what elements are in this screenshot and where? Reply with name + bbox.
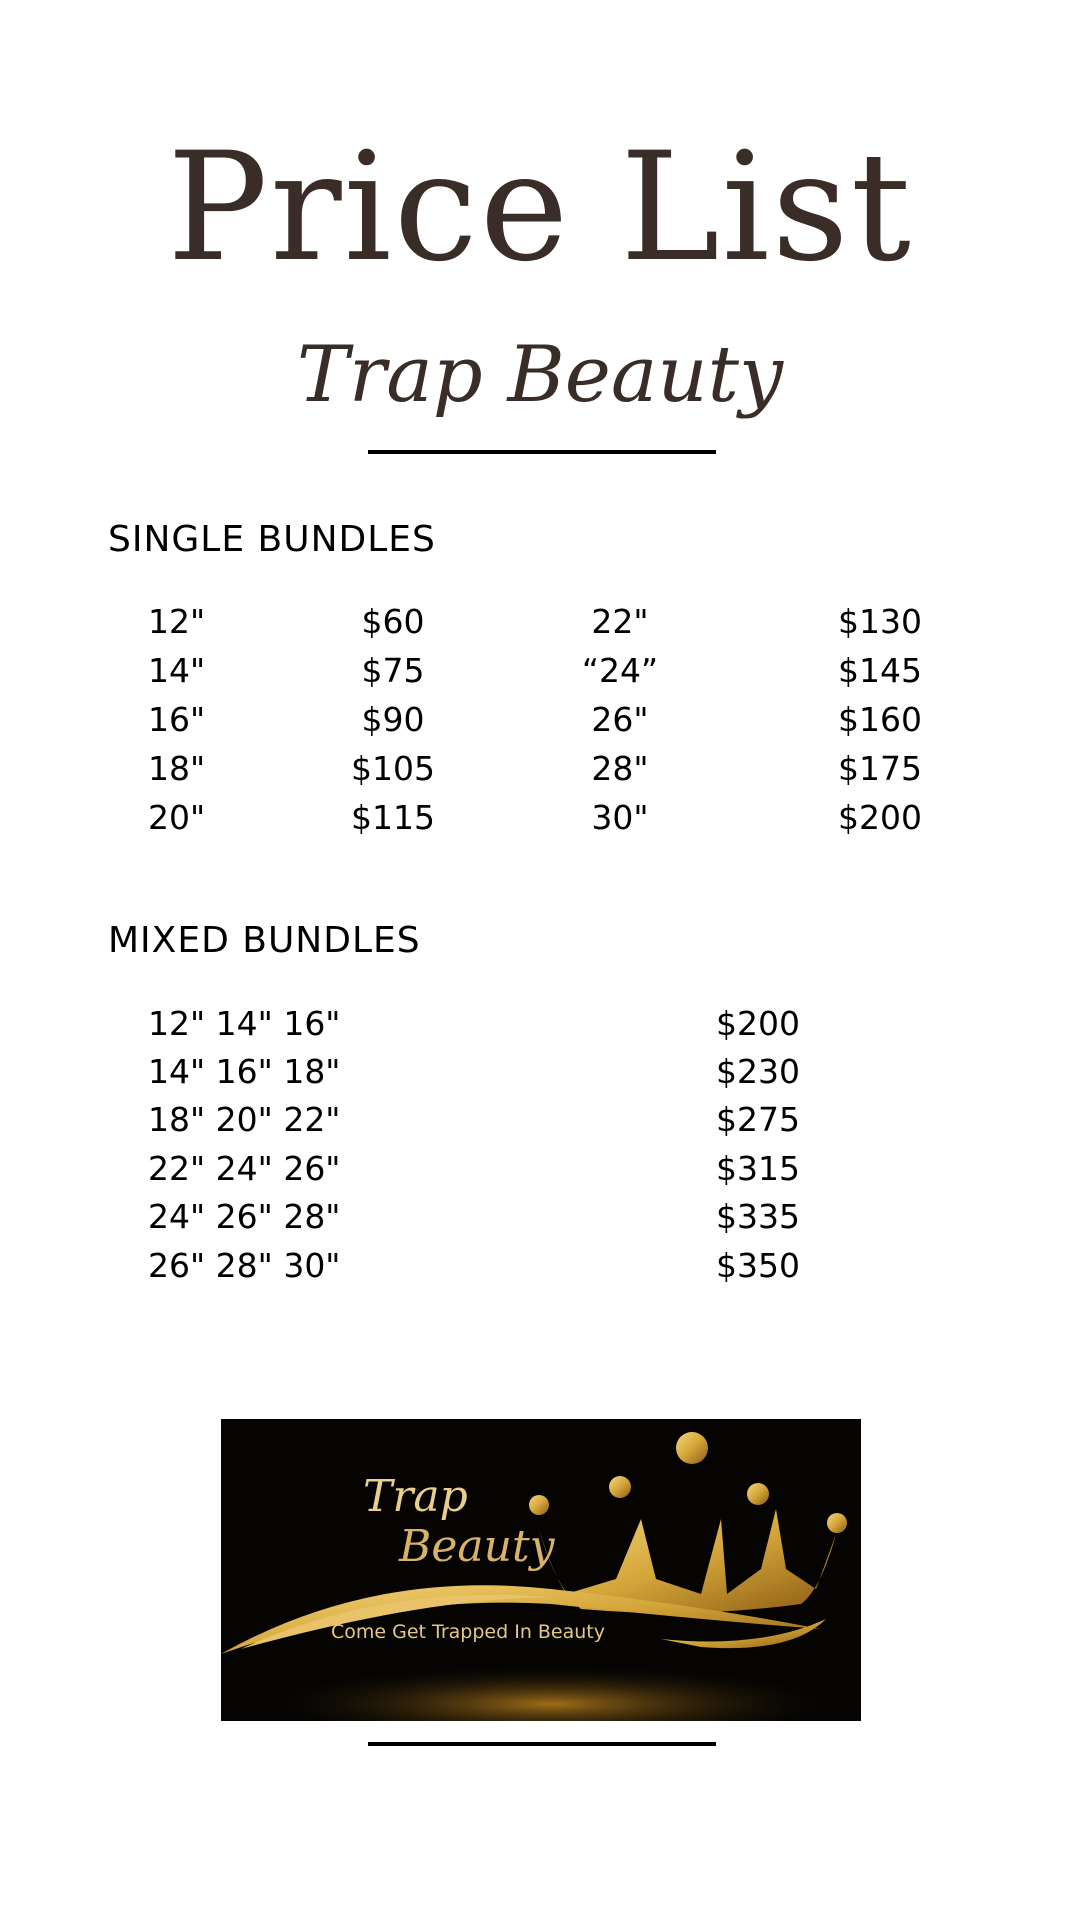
single-size-a: 14": [148, 651, 206, 690]
mixed-sizes: 24" 26" 28": [148, 1197, 341, 1236]
single-price-b: $200: [838, 798, 922, 837]
single-price-b: $175: [838, 749, 922, 788]
crown-logo-graphic: [221, 1419, 861, 1721]
mixed-sizes: 18" 20" 22": [148, 1100, 341, 1139]
single-price-b: $145: [838, 651, 922, 690]
brand-subtitle: Trap Beauty: [296, 330, 784, 420]
single-price-a: $90: [361, 700, 425, 739]
bottom-divider: [368, 1742, 716, 1746]
single-size-a: 20": [148, 798, 206, 837]
single-size-b: 22": [591, 602, 649, 641]
mixed-sizes: 22" 24" 26": [148, 1149, 341, 1188]
logo-tagline: Come Get Trapped In Beauty: [331, 1621, 605, 1643]
single-price-a: $105: [351, 749, 435, 788]
mixed-price: $315: [716, 1149, 800, 1188]
mixed-sizes: 26" 28" 30": [148, 1246, 341, 1285]
logo-brand-word-1: Trap: [363, 1471, 468, 1522]
mixed-price: $200: [716, 1004, 800, 1043]
single-size-b: “24”: [581, 651, 659, 690]
single-price-b: $160: [838, 700, 922, 739]
single-price-a: $75: [361, 651, 425, 690]
single-size-b: 30": [591, 798, 649, 837]
single-size-b: 28": [591, 749, 649, 788]
single-size-b: 26": [591, 700, 649, 739]
logo-brand-word-2: Beauty: [399, 1521, 555, 1572]
mixed-sizes: 12" 14" 16": [148, 1004, 341, 1043]
single-size-a: 18": [148, 749, 206, 788]
single-price-a: $115: [351, 798, 435, 837]
single-size-a: 12": [148, 602, 206, 641]
mixed-price: $350: [716, 1246, 800, 1285]
mixed-price: $230: [716, 1052, 800, 1091]
mixed-price: $335: [716, 1197, 800, 1236]
single-size-a: 16": [148, 700, 206, 739]
mixed-price: $275: [716, 1100, 800, 1139]
single-price-a: $60: [361, 602, 425, 641]
mixed-bundles-heading: MIXED BUNDLES: [108, 920, 421, 961]
mixed-sizes: 14" 16" 18": [148, 1052, 341, 1091]
single-price-b: $130: [838, 602, 922, 641]
single-bundles-heading: SINGLE BUNDLES: [108, 519, 436, 560]
trap-beauty-logo: [221, 1419, 861, 1721]
page-title: Price List: [167, 121, 913, 295]
top-divider: [368, 450, 716, 454]
